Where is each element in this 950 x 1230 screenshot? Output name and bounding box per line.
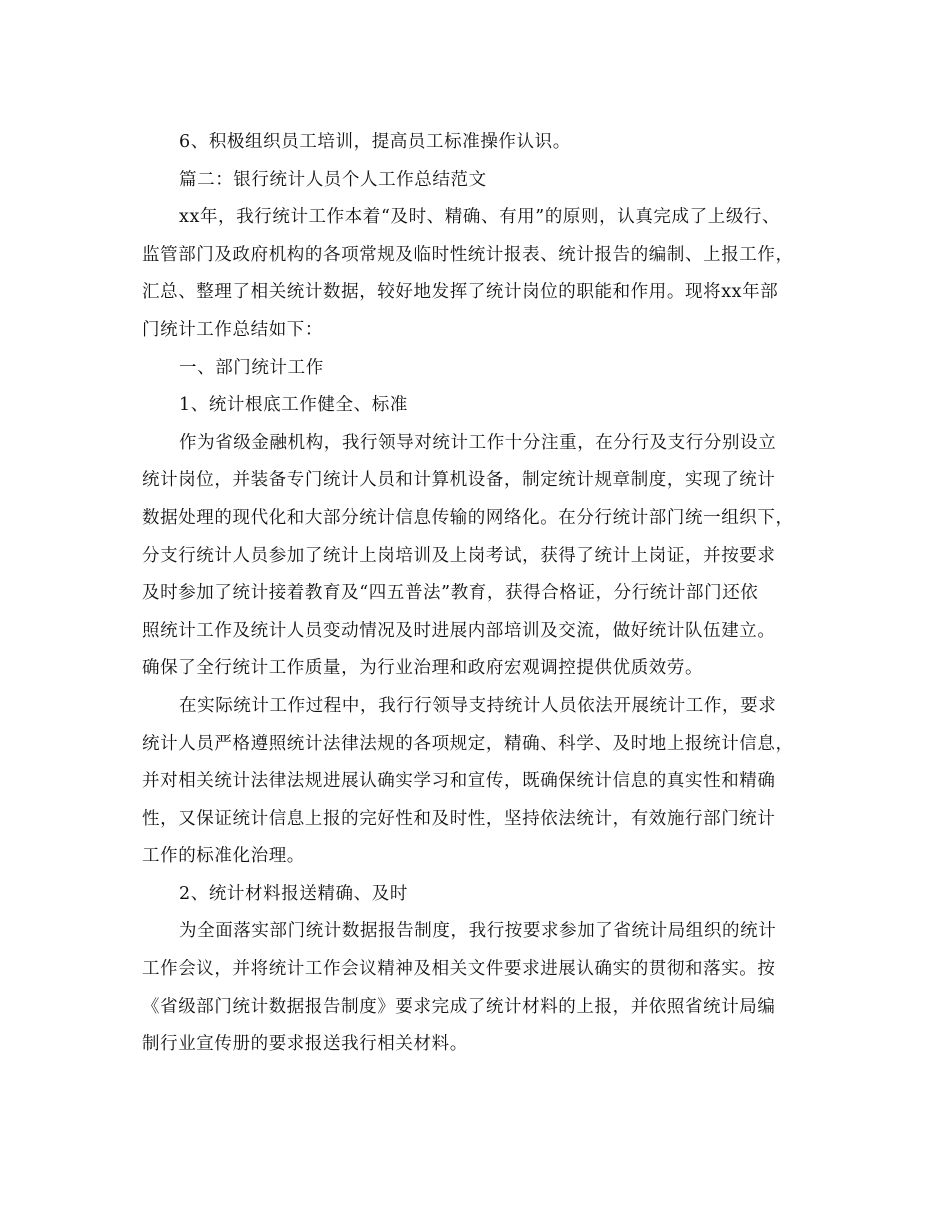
text-line: 门统计工作总结如下：: [142, 319, 323, 340]
text-line: 《省级部门统计数据报告制度》要求完成了统计材料的上报，并依照省统计局编: [142, 996, 776, 1017]
subsection-heading: 2、统计材料报送精确、及时: [179, 883, 408, 904]
text-line: 监管部门及政府机构的各项常规及临时性统计报表、统计报告的编制、上报工作，: [142, 244, 794, 265]
text-line: 制行业宣传册的要求报送我行相关材料。: [142, 1034, 468, 1055]
text-line: 数据处理的现代化和大部分统计信息传输的网络化。在分行统计部门统一组织下，: [142, 507, 794, 528]
text-line: 6、积极组织员工培训，提高员工标准操作认识。: [179, 132, 571, 152]
section-heading: 篇二：银行统计人员个人工作总结范文: [179, 169, 487, 190]
text-line: 汇总、整理了相关统计数据，较好地发挥了统计岗位的职能和作用。现将xx年部: [142, 282, 779, 303]
text-line: 统计人员严格遵照统计法律法规的各项规定，精确、科学、及时地上报统计信息，: [142, 733, 794, 754]
text-line: 分支行统计人员参加了统计上岗培训及上岗考试，获得了统计上岗证，并按要求: [142, 545, 776, 566]
text-line: 工作会议，并将统计工作会议精神及相关文件要求进展认确实的贯彻和落实。按: [142, 959, 776, 980]
text-line: 照统计工作及统计人员变动情况及时进展内部培训及交流，做好统计队伍建立。: [142, 620, 776, 641]
text-line: 作为省级金融机构，我行领导对统计工作十分注重，在分行及支行分别设立: [179, 432, 777, 453]
text-line: 统计岗位，并装备专门统计人员和计算机设备，制定统计规章制度，实现了统计: [142, 470, 776, 491]
section-heading: 一、部门统计工作: [179, 357, 324, 378]
document-page: [142, 124, 808, 1064]
text-line: 工作的标准化治理。: [142, 846, 305, 867]
text-line: 确保了全行统计工作质量，为行业治理和政府宏观调控提供优质效劳。: [142, 658, 704, 679]
subsection-heading: 1、统计根底工作健全、标准: [179, 395, 408, 416]
text-line: 及时参加了统计接着教育及“四五普法”教育，获得合格证，分行统计部门还依: [142, 583, 759, 604]
text-line: 性，又保证统计信息上报的完好性和及时性，坚持依法统计，有效施行部门统计: [142, 808, 776, 829]
text-line: 为全面落实部门统计数据报告制度，我行按要求参加了省统计局组织的统计: [179, 921, 777, 942]
text-line: xx年，我行统计工作本着“及时、精确、有用”的原则，认真完成了上级行、: [179, 207, 781, 228]
text-line: 在实际统计工作过程中，我行行领导支持统计人员依法开展统计工作，要求: [179, 695, 777, 716]
text-line: 并对相关统计法律法规进展认确实学习和宣传，既确保统计信息的真实性和精确: [142, 771, 776, 792]
